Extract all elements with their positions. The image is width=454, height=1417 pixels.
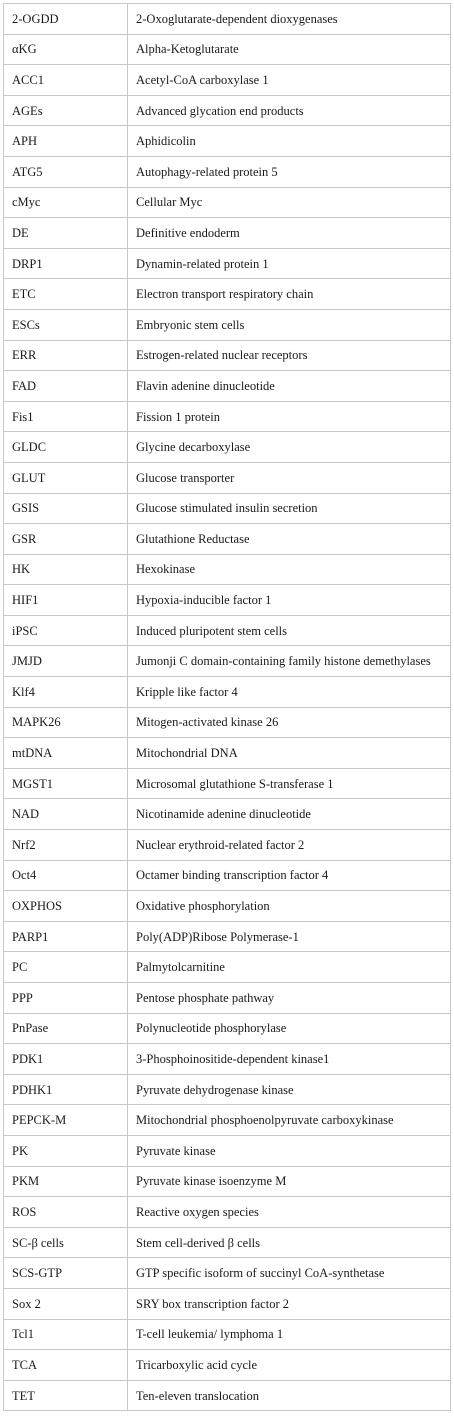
abbreviation-cell: ESCs — [4, 309, 128, 340]
table-row — [4, 1350, 451, 1381]
table-row — [4, 65, 451, 96]
abbreviation-cell: ACC1 — [4, 65, 128, 96]
definition-cell: Oxidative phosphorylation — [128, 891, 451, 922]
definition-cell: Palmytolcarnitine — [128, 952, 451, 983]
abbreviation-cell: NAD — [4, 799, 128, 830]
abbreviation-cell: GLUT — [4, 462, 128, 493]
table-row — [4, 34, 451, 65]
table-row — [4, 615, 451, 646]
table-row — [4, 860, 451, 891]
table-row — [4, 983, 451, 1014]
definition-cell: Octamer binding transcription factor 4 — [128, 860, 451, 891]
definition-cell: Pyruvate kinase — [128, 1135, 451, 1166]
definition-cell: Aphidicolin — [128, 126, 451, 157]
abbreviation-cell: αKG — [4, 34, 128, 65]
table-row — [4, 952, 451, 983]
abbreviation-cell: PnPase — [4, 1013, 128, 1044]
definition-cell: Nuclear erythroid-related factor 2 — [128, 830, 451, 861]
abbreviation-cell: PDHK1 — [4, 1074, 128, 1105]
definition-cell: Induced pluripotent stem cells — [128, 615, 451, 646]
abbreviation-cell: HIF1 — [4, 585, 128, 616]
definition-cell: SRY box transcription factor 2 — [128, 1288, 451, 1319]
abbreviation-cell: 2-OGDD — [4, 4, 128, 35]
table-row — [4, 891, 451, 922]
table-row — [4, 432, 451, 463]
definition-cell: Kripple like factor 4 — [128, 677, 451, 708]
abbreviation-cell: Sox 2 — [4, 1288, 128, 1319]
table-row — [4, 1380, 451, 1411]
abbreviation-cell: SC-β cells — [4, 1227, 128, 1258]
definition-cell: Flavin adenine dinucleotide — [128, 371, 451, 402]
definition-cell: Stem cell-derived β cells — [128, 1227, 451, 1258]
definition-cell: Jumonji C domain-containing family histone demethylases — [128, 646, 451, 677]
table-row — [4, 1105, 451, 1136]
definition-cell: Glucose transporter — [128, 462, 451, 493]
table-row — [4, 95, 451, 126]
abbreviation-cell: DRP1 — [4, 248, 128, 279]
table-row — [4, 1044, 451, 1075]
table-row — [4, 524, 451, 555]
abbreviation-cell: HK — [4, 554, 128, 585]
abbreviations-table-body — [4, 4, 451, 1411]
definition-cell: Glucose stimulated insulin secretion — [128, 493, 451, 524]
table-row — [4, 493, 451, 524]
abbreviation-cell: OXPHOS — [4, 891, 128, 922]
abbreviation-cell: APH — [4, 126, 128, 157]
abbreviation-cell: ATG5 — [4, 156, 128, 187]
table-row — [4, 4, 451, 35]
abbreviation-cell: GLDC — [4, 432, 128, 463]
abbreviation-cell: GSR — [4, 524, 128, 555]
table-row — [4, 1319, 451, 1350]
table-row — [4, 1258, 451, 1289]
table-row — [4, 401, 451, 432]
abbreviation-cell: PARP1 — [4, 921, 128, 952]
definition-cell: Glycine decarboxylase — [128, 432, 451, 463]
abbreviation-cell: PK — [4, 1135, 128, 1166]
definition-cell: Reactive oxygen species — [128, 1197, 451, 1228]
table-row — [4, 218, 451, 249]
definition-cell: Estrogen-related nuclear receptors — [128, 340, 451, 371]
abbreviation-cell: ROS — [4, 1197, 128, 1228]
table-row — [4, 799, 451, 830]
definition-cell: Glutathione Reductase — [128, 524, 451, 555]
table-row — [4, 677, 451, 708]
table-row — [4, 309, 451, 340]
abbreviation-cell: Tcl1 — [4, 1319, 128, 1350]
definition-cell: Mitochondrial phosphoenolpyruvate carboxykinase — [128, 1105, 451, 1136]
abbreviation-cell: AGEs — [4, 95, 128, 126]
table-row — [4, 156, 451, 187]
definition-cell: Embryonic stem cells — [128, 309, 451, 340]
definition-cell: Mitochondrial DNA — [128, 738, 451, 769]
table-row — [4, 340, 451, 371]
table-row — [4, 1166, 451, 1197]
table-row — [4, 1227, 451, 1258]
definition-cell: Microsomal glutathione S-transferase 1 — [128, 768, 451, 799]
table-row — [4, 1074, 451, 1105]
definition-cell: Pyruvate dehydrogenase kinase — [128, 1074, 451, 1105]
table-row — [4, 126, 451, 157]
abbreviation-cell: GSIS — [4, 493, 128, 524]
definition-cell: Pentose phosphate pathway — [128, 983, 451, 1014]
table-row — [4, 279, 451, 310]
table-row — [4, 187, 451, 218]
table-row — [4, 554, 451, 585]
abbreviations-table — [3, 3, 451, 1411]
table-row — [4, 248, 451, 279]
table-row — [4, 830, 451, 861]
definition-cell: Tricarboxylic acid cycle — [128, 1350, 451, 1381]
definition-cell: Hypoxia-inducible factor 1 — [128, 585, 451, 616]
abbreviation-cell: MGST1 — [4, 768, 128, 799]
table-row — [4, 371, 451, 402]
definition-cell: Fission 1 protein — [128, 401, 451, 432]
definition-cell: Pyruvate kinase isoenzyme M — [128, 1166, 451, 1197]
abbreviation-cell: PC — [4, 952, 128, 983]
abbreviation-cell: Oct4 — [4, 860, 128, 891]
definition-cell: Cellular Myc — [128, 187, 451, 218]
abbreviation-cell: PKM — [4, 1166, 128, 1197]
definition-cell: Polynucleotide phosphorylase — [128, 1013, 451, 1044]
abbreviation-cell: mtDNA — [4, 738, 128, 769]
definition-cell: Nicotinamide adenine dinucleotide — [128, 799, 451, 830]
definition-cell: Poly(ADP)Ribose Polymerase-1 — [128, 921, 451, 952]
table-row — [4, 646, 451, 677]
table-row — [4, 1013, 451, 1044]
table-row — [4, 738, 451, 769]
definition-cell: Ten-eleven translocation — [128, 1380, 451, 1411]
definition-cell: 3-Phosphoinositide-dependent kinase1 — [128, 1044, 451, 1075]
abbreviation-cell: SCS-GTP — [4, 1258, 128, 1289]
table-row — [4, 1288, 451, 1319]
abbreviation-cell: PEPCK-M — [4, 1105, 128, 1136]
abbreviation-cell: Fis1 — [4, 401, 128, 432]
abbreviation-cell: ERR — [4, 340, 128, 371]
abbreviation-cell: PDK1 — [4, 1044, 128, 1075]
table-row — [4, 1197, 451, 1228]
table-row — [4, 707, 451, 738]
abbreviation-cell: MAPK26 — [4, 707, 128, 738]
abbreviation-cell: FAD — [4, 371, 128, 402]
abbreviation-cell: DE — [4, 218, 128, 249]
abbreviation-cell: cMyc — [4, 187, 128, 218]
table-row — [4, 921, 451, 952]
table-row — [4, 1135, 451, 1166]
table-row — [4, 768, 451, 799]
abbreviation-cell: TET — [4, 1380, 128, 1411]
definition-cell: Definitive endoderm — [128, 218, 451, 249]
definition-cell: GTP specific isoform of succinyl CoA-synthetase — [128, 1258, 451, 1289]
abbreviation-cell: ETC — [4, 279, 128, 310]
definition-cell: 2-Oxoglutarate-dependent dioxygenases — [128, 4, 451, 35]
abbreviation-cell: TCA — [4, 1350, 128, 1381]
table-row — [4, 462, 451, 493]
definition-cell: Dynamin-related protein 1 — [128, 248, 451, 279]
abbreviation-cell: Klf4 — [4, 677, 128, 708]
definition-cell: Autophagy-related protein 5 — [128, 156, 451, 187]
abbreviation-cell: Nrf2 — [4, 830, 128, 861]
table-row — [4, 585, 451, 616]
definition-cell: Alpha-Ketoglutarate — [128, 34, 451, 65]
abbreviation-cell: PPP — [4, 983, 128, 1014]
definition-cell: T-cell leukemia/ lymphoma 1 — [128, 1319, 451, 1350]
definition-cell: Acetyl-CoA carboxylase 1 — [128, 65, 451, 96]
definition-cell: Electron transport respiratory chain — [128, 279, 451, 310]
abbreviation-cell: iPSC — [4, 615, 128, 646]
definition-cell: Advanced glycation end products — [128, 95, 451, 126]
definition-cell: Hexokinase — [128, 554, 451, 585]
abbreviation-cell: JMJD — [4, 646, 128, 677]
definition-cell: Mitogen-activated kinase 26 — [128, 707, 451, 738]
